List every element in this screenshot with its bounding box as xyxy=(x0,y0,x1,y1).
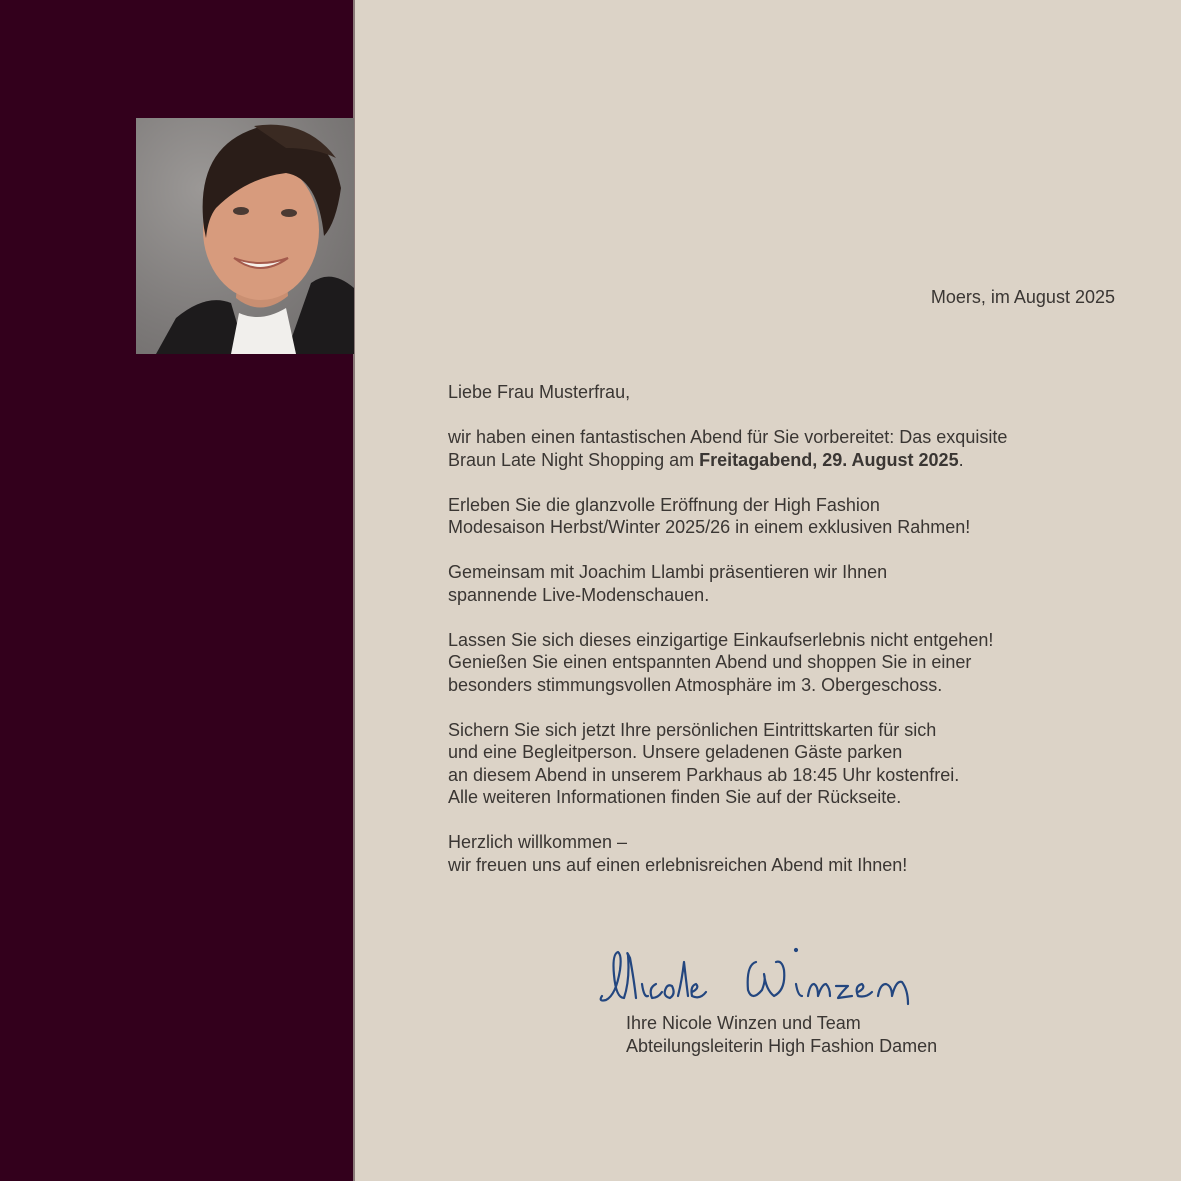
paragraph-line: Gemeinsam mit Joachim Llambi präsentieren wir Ihnen xyxy=(448,562,888,582)
portrait-photo xyxy=(136,118,354,354)
paragraph-line: besonders stimmungsvollen Atmosphäre im 3. Obergeschoss. xyxy=(448,674,943,695)
letter-paragraph xyxy=(448,629,1128,697)
paragraph-line: spannende Live-Modenschauen. xyxy=(448,584,710,605)
paragraph-line: und eine Begleitperson. Unsere geladenen Gäste parken xyxy=(448,742,903,762)
letter-paragraph xyxy=(448,561,1128,606)
letter-paragraph xyxy=(448,426,1128,471)
letter-salutation: Liebe Frau Musterfrau, xyxy=(448,382,631,402)
letter-paragraph xyxy=(448,719,1128,809)
paragraph-line: wir freuen uns auf einen erlebnisreichen Abend mit Ihnen! xyxy=(448,854,908,875)
paragraph-line: Genießen Sie einen entspannten Abend und shoppen Sie in einer xyxy=(448,652,972,672)
event-date-highlight: Freitagabend, 29. August 2025 xyxy=(699,449,959,470)
paragraph-line: Lassen Sie sich dieses einzigartige Einkaufserlebnis nicht entgehen! xyxy=(448,629,994,650)
signoff-title: Abteilungsleiterin High Fashion Damen xyxy=(626,1036,938,1056)
letter-dateline: Moers, im August 2025 xyxy=(930,287,1115,307)
letter-body xyxy=(448,381,1128,899)
paragraph-line: Erleben Sie die glanzvolle Eröffnung der High Fashion xyxy=(448,494,880,515)
paragraph-line: Braun Late Night Shopping am xyxy=(448,449,700,470)
sentence-period: . xyxy=(958,449,964,470)
paragraph-line: Sichern Sie sich jetzt Ihre persönlichen Eintrittskarten für sich xyxy=(448,719,937,740)
letter-paragraph xyxy=(448,831,1128,876)
paragraph-line: wir haben einen fantastischen Abend für Sie vorbereitet: Das exquisite xyxy=(448,427,1008,447)
paragraph-line: an diesem Abend in unserem Parkhaus ab 18:45 Uhr kostenfrei. xyxy=(448,764,960,785)
signoff-name: Ihre Nicole Winzen und Team xyxy=(626,1013,861,1033)
letter-signoff xyxy=(626,1012,937,1058)
handwritten-signature xyxy=(596,940,926,1010)
paragraph-line-with-date xyxy=(448,449,1128,472)
paragraph-line: Herzlich willkommen – xyxy=(448,832,628,852)
paragraph-line: Modesaison Herbst/Winter 2025/26 in einem exklusiven Rahmen! xyxy=(448,517,971,537)
portrait-illustration xyxy=(136,118,354,354)
paragraph-line: Alle weiteren Informationen finden Sie auf der Rückseite. xyxy=(448,787,902,807)
letter-paragraph xyxy=(448,494,1128,539)
